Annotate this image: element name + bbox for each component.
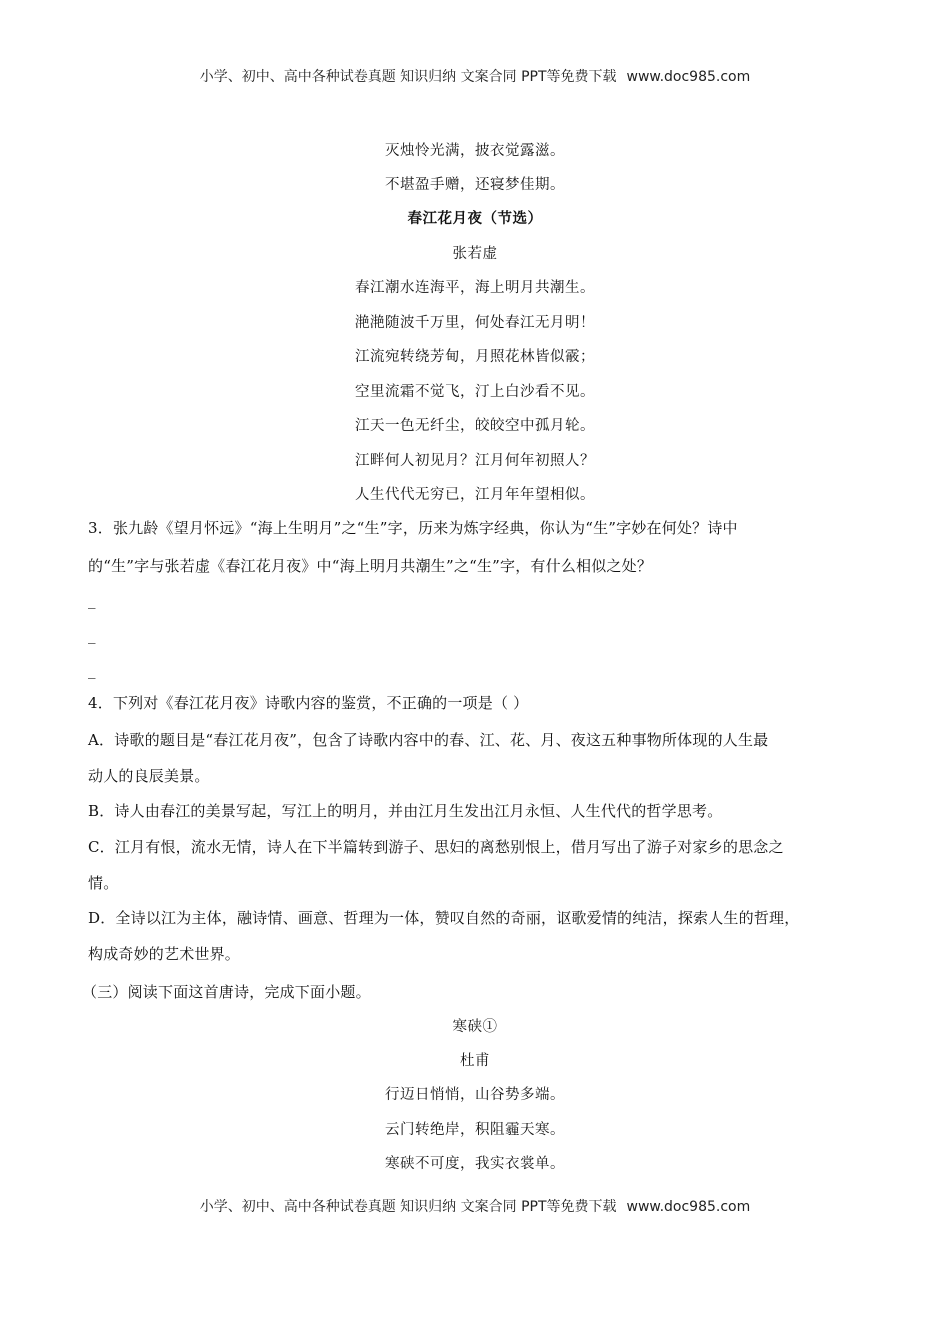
poem3-line: 行迈日悄悄，山谷势多端。 <box>385 1087 565 1103</box>
poem3-title: 寒硖① <box>452 1019 498 1035</box>
poem2-line: 空里流霜不觉飞，汀上白沙看不见。 <box>355 384 595 400</box>
poem1-line: 不堪盈手赠，还寝梦佳期。 <box>385 177 565 193</box>
question-3-line2: 的“生”字与张若虚《春江花月夜》中“海上明月共潮生”之“生”字，有什么相似之处？ <box>88 557 653 575</box>
poem2-line: 江流宛转绕芳甸，月照花林皆似霰； <box>355 349 595 365</box>
option-c-line2[interactable]: 情。 <box>88 874 119 892</box>
poem3-line: 云门转绝岸，积阻霾天寒。 <box>385 1122 565 1138</box>
answer-blank[interactable]: _ <box>88 626 96 644</box>
answer-blank[interactable]: _ <box>88 661 96 679</box>
section-3-intro: （三）阅读下面这首唐诗，完成下面小题。 <box>82 983 371 1001</box>
page-footer <box>0 1196 950 1216</box>
question-4-stem: 4．下列对《春江花月夜》诗歌内容的鉴赏，不正确的一项是（ ） <box>88 694 529 712</box>
option-a-line1[interactable]: A．诗歌的题目是“春江花月夜”，包含了诗歌内容中的春、江、花、月、夜这五种事物所体现的人生最 <box>88 731 769 749</box>
poem2-author: 张若虚 <box>452 246 498 262</box>
page-header <box>0 66 950 86</box>
option-c-line1[interactable]: C．江月有恨，流水无情，诗人在下半篇转到游子、思妇的离愁别恨上，借月写出了游子对家乡的思念之 <box>88 838 784 856</box>
footer-url[interactable]: www.doc985.com <box>626 1199 751 1215</box>
poem2-line: 春江潮水连海平，海上明月共潮生。 <box>355 280 595 296</box>
option-b[interactable]: B．诗人由春江的美景写起，写江上的明月，并由江月生发出江月永恒、人生代代的哲学思考。 <box>88 802 723 820</box>
answer-blank[interactable]: _ <box>88 591 96 609</box>
poem3-author: 杜甫 <box>460 1053 490 1069</box>
poem2-line: 滟滟随波千万里，何处春江无月明！ <box>355 315 595 331</box>
option-d-line1[interactable]: D．全诗以江为主体，融诗情、画意、哲理为一体，赞叹自然的奇丽，讴歌爱情的纯洁，探索人生的哲理， <box>88 909 800 927</box>
option-d-line2[interactable]: 构成奇妙的艺术世界。 <box>88 945 241 963</box>
header-url[interactable]: www.doc985.com <box>626 69 751 85</box>
poem3-line: 寒硖不可度，我实衣裳单。 <box>385 1156 565 1172</box>
question-3-line1: 3．张九龄《望月怀远》“海上生明月”之“生”字，历来为炼字经典，你认为“生”字妙在何处？诗中 <box>88 519 738 537</box>
poem2-line: 人生代代无穷已，江月年年望相似。 <box>355 487 595 503</box>
poem2-line: 江畔何人初见月？江月何年初照人？ <box>355 453 595 469</box>
option-a-line2[interactable]: 动人的良辰美景。 <box>88 767 210 785</box>
footer-text: 小学、初中、高中各种试卷真题 知识归纳 文案合同 PPT等免费下载 <box>199 1199 617 1215</box>
poem1-line: 灭烛怜光满，披衣觉露滋。 <box>385 143 565 159</box>
poem2-line: 江天一色无纤尘，皎皎空中孤月轮。 <box>355 418 595 434</box>
poem2-title: 春江花月夜（节选） <box>407 210 543 227</box>
header-text: 小学、初中、高中各种试卷真题 知识归纳 文案合同 PPT等免费下载 <box>199 69 617 85</box>
